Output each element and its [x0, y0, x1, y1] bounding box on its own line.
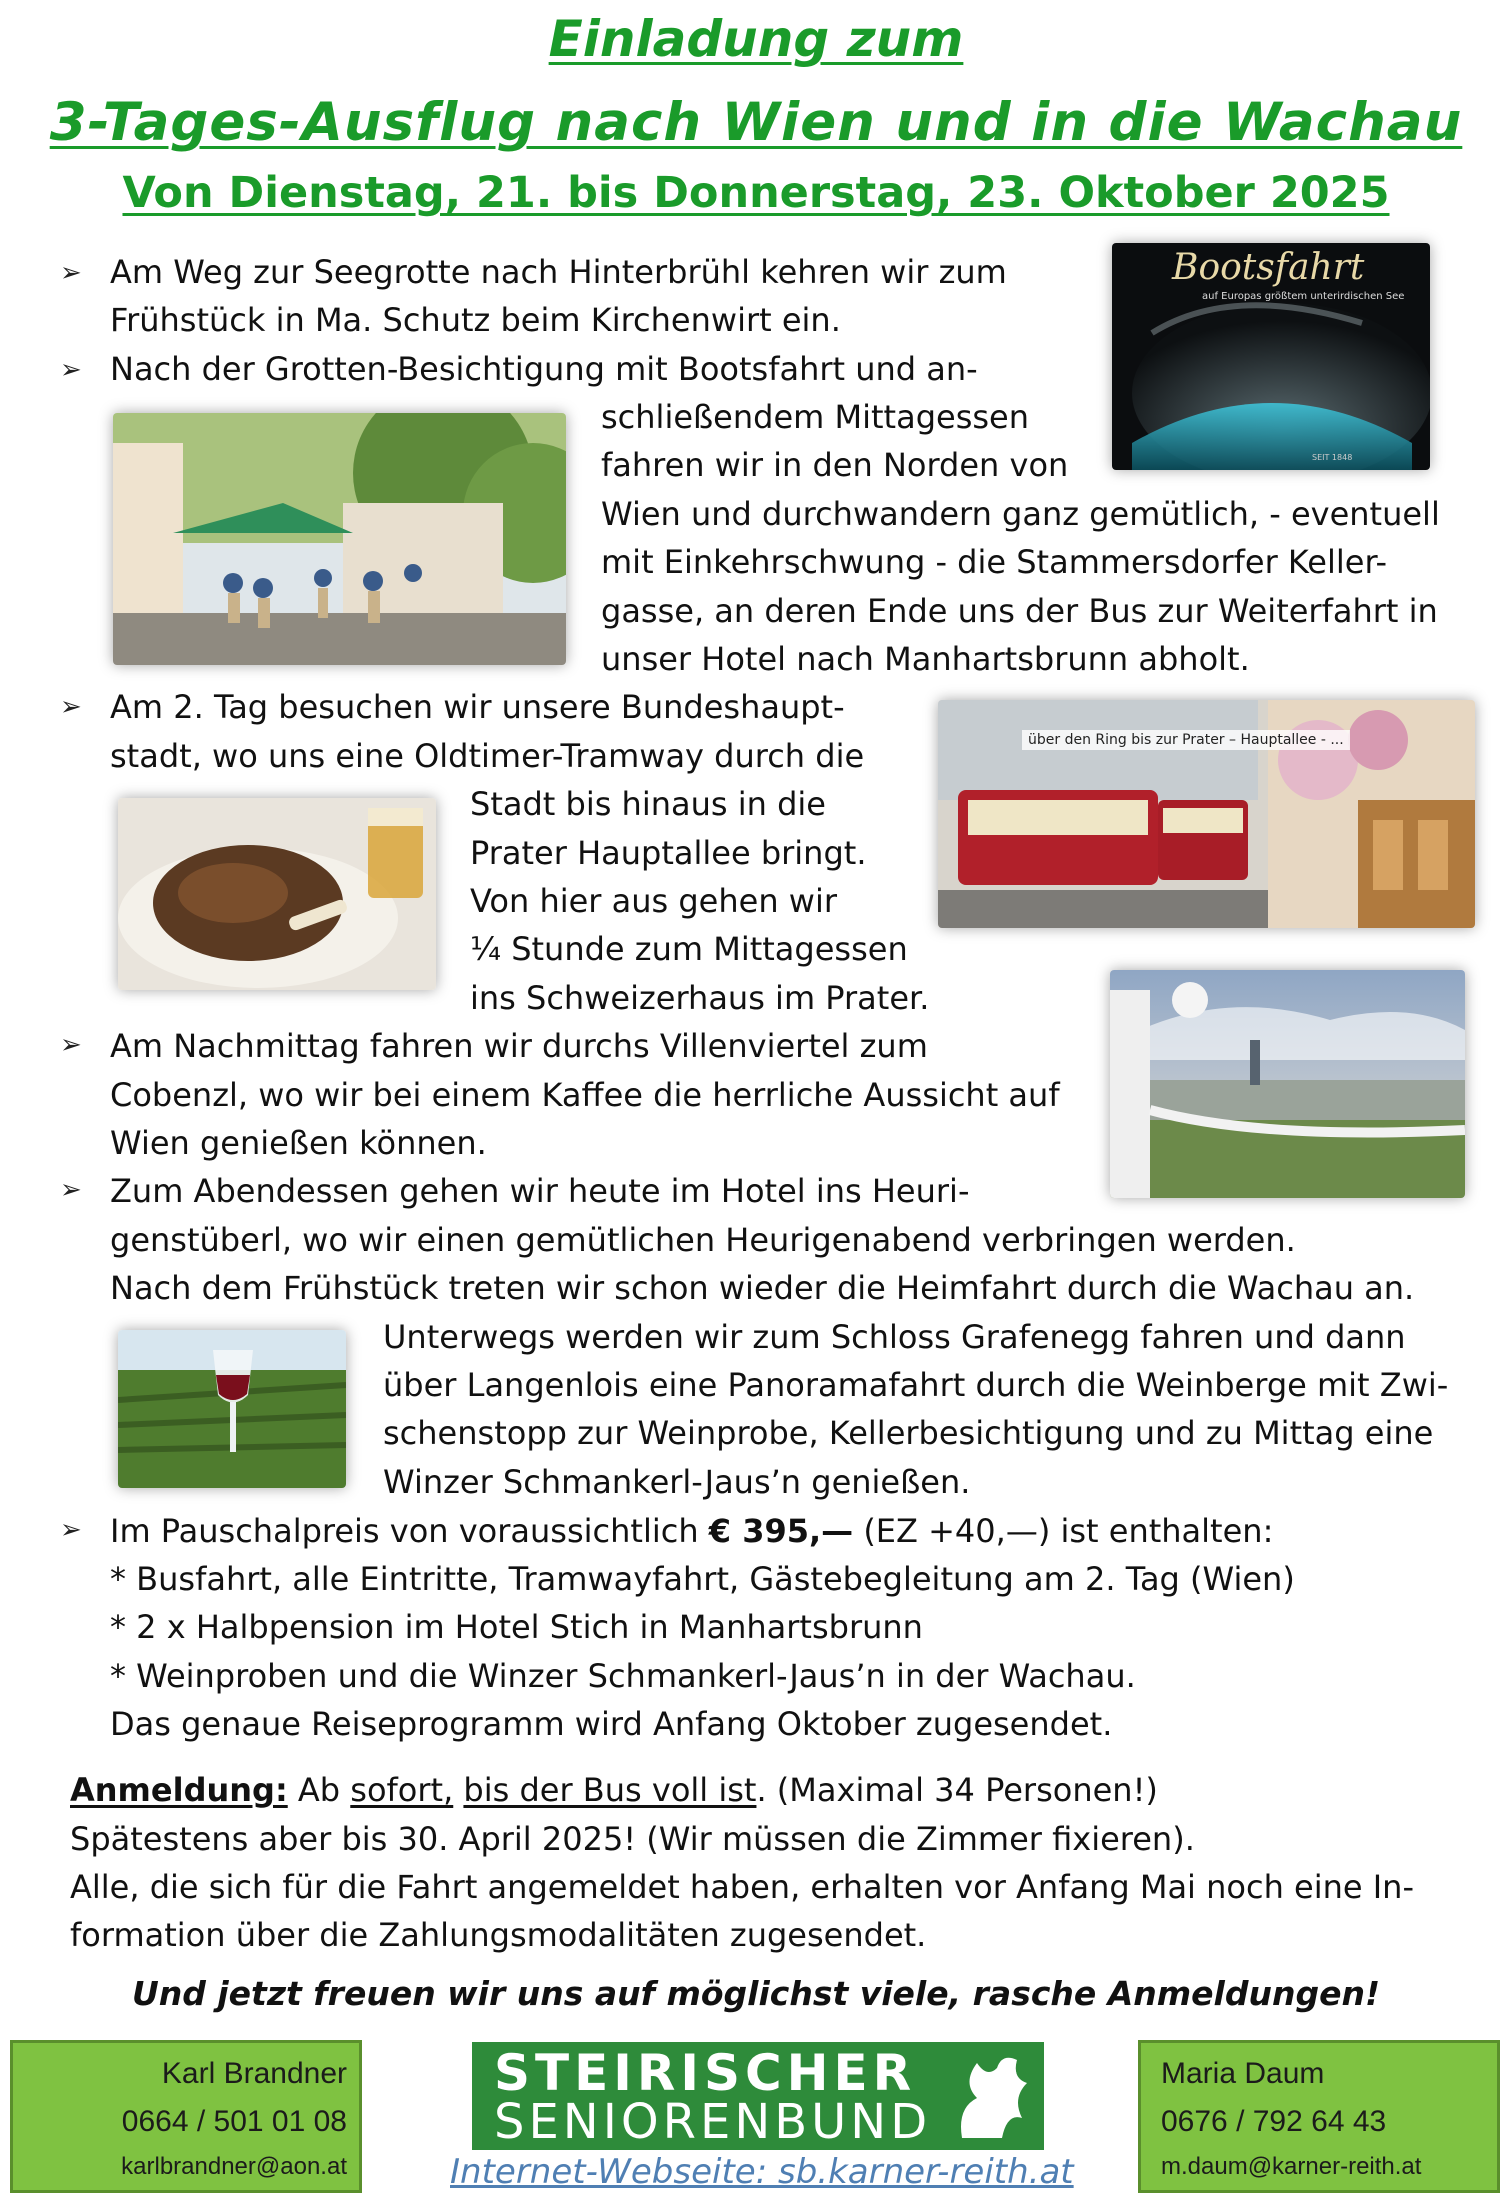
body-line: Stadt bis hinaus in die [470, 785, 826, 823]
body-line: Von hier aus gehen wir [470, 882, 837, 920]
registration-info: Alle, die sich für die Fahrt angemeldet haben, erhalten vor Anfang Mai noch eine In- [70, 1868, 1414, 1906]
logo-line2: SENIORENBUND [494, 2094, 932, 2150]
price-item: Das genaue Reiseprogramm wird Anfang Oktober zugesendet. [110, 1705, 1113, 1743]
registration-deadline: Spätestens aber bis 30. April 2025! (Wir müssen die Zimmer fixieren). [70, 1820, 1195, 1858]
body-line: ins Schweizerhaus im Prater. [470, 979, 930, 1017]
body-line: Nach der Grotten-Besichtigung mit Bootsfahrt und an- [110, 350, 978, 388]
body-line: Prater Hauptallee bringt. [470, 834, 867, 872]
title-trip: 3-Tages-Ausflug nach Wien und in die Wachau [49, 92, 1463, 153]
body-line: Frühstück in Ma. Schutz beim Kirchenwirt ein. [110, 301, 841, 339]
body-line: Wien und durchwandern ganz gemütlich, - eventuell [601, 495, 1440, 533]
vineyard-illustration [118, 1330, 346, 1488]
pork-knuckle-photo [118, 798, 436, 990]
website-link[interactable]: Internet-Webseite: sb.karner-reith.at [450, 2152, 1074, 2192]
logo-line1: STEIRISCHER [494, 2044, 917, 2102]
body-line: unser Hotel nach Manhartsbrunn abholt. [601, 640, 1250, 678]
tramway-photo [938, 700, 1475, 928]
panther-icon [952, 2048, 1036, 2144]
body-line: schließendem Mittagessen [601, 398, 1029, 436]
tram-caption: über den Ring bis zur Prater – Hauptallee - ... [1022, 730, 1350, 750]
body-line: Nach dem Frühstück treten wir schon wieder die Heimfahrt durch die Wachau an. [110, 1269, 1415, 1307]
cellar-lane-photo [113, 413, 566, 665]
contact-email: m.daum@karner-reith.at [1161, 2153, 1422, 2180]
contact-box-left [10, 2040, 362, 2193]
registration-info: formation über die Zahlungsmodalitäten zugesendet. [70, 1916, 927, 1954]
boat-photo-subtitle: auf Europas größtem unterirdischen See [1202, 291, 1405, 302]
cellar-lane-illustration [113, 413, 566, 665]
bullet-icon: ➢ [60, 1175, 82, 1205]
body-line: fahren wir in den Norden von [601, 446, 1069, 484]
body-line: genstüberl, wo wir einen gemütlichen Heurigenabend verbringen werden. [110, 1221, 1296, 1259]
body-line: Zum Abendessen gehen wir heute im Hotel ins Heuri- [110, 1172, 970, 1210]
cave-boat-photo [1112, 243, 1430, 470]
body-line: Winzer Schmankerl-Jaus’n genießen. [383, 1463, 971, 1501]
price-item: * Weinproben und die Winzer Schmankerl-Jaus’n in der Wachau. [110, 1657, 1136, 1695]
city-view-illustration [1110, 970, 1465, 1198]
body-line: Unterwegs werden wir zum Schloss Grafenegg fahren und dann [383, 1318, 1406, 1356]
bullet-icon: ➢ [60, 692, 82, 722]
body-line: stadt, wo uns eine Oldtimer-Tramway durch die [110, 737, 865, 775]
bullet-icon: ➢ [60, 258, 82, 288]
body-line: Am Nachmittag fahren wir durchs Villenviertel zum [110, 1027, 928, 1065]
title-invitation: Einladung zum [548, 10, 964, 68]
price-item: * Busfahrt, alle Eintritte, Tramwayfahrt, Gästebegleitung am 2. Tag (Wien) [110, 1560, 1295, 1598]
price-amount: € 395,— [708, 1512, 854, 1550]
cobenzl-view-photo [1110, 970, 1465, 1198]
contact-name: Karl Brandner [161, 2057, 347, 2090]
body-line: Wien genießen können. [110, 1124, 487, 1162]
body-line: Am Weg zur Seegrotte nach Hinterbrühl kehren wir zum [110, 253, 1007, 291]
price-line: Im Pauschalpreis von voraussichtlich € 395,— (EZ +40,—) ist enthalten: [110, 1512, 1274, 1550]
contact-box-right [1138, 2040, 1500, 2193]
body-line: schenstopp zur Weinprobe, Kellerbesichtigung und zu Mittag eine [383, 1414, 1434, 1452]
boat-photo-seit: SEIT 1848 [1312, 453, 1353, 462]
body-line: Am 2. Tag besuchen wir unsere Bundeshaupt- [110, 688, 845, 726]
contact-phone: 0676 / 792 64 43 [1161, 2105, 1387, 2138]
seniorenbund-logo [472, 2042, 1044, 2150]
registration-label: Anmeldung: [70, 1771, 288, 1809]
bullet-icon: ➢ [60, 1515, 82, 1545]
body-line: mit Einkehrschwung - die Stammersdorfer Keller- [601, 543, 1388, 581]
registration-line: Anmeldung: Ab sofort, bis der Bus voll ist. (Maximal 34 Personen!) [70, 1771, 1158, 1809]
bullet-icon: ➢ [60, 355, 82, 385]
contact-phone: 0664 / 501 01 08 [121, 2105, 347, 2138]
body-line: ¼ Stunde zum Mittagessen [470, 930, 908, 968]
meal-illustration [118, 798, 436, 990]
contact-email: karlbrandner@aon.at [121, 2153, 347, 2180]
price-item: * 2 x Halbpension im Hotel Stich in Manhartsbrunn [110, 1608, 923, 1646]
body-line: Cobenzl, wo wir bei einem Kaffee die herrliche Aussicht auf [110, 1076, 1060, 1114]
contact-name: Maria Daum [1161, 2057, 1325, 2090]
body-line: über Langenlois eine Panoramafahrt durch die Weinberge mit Zwi- [383, 1366, 1449, 1404]
boat-photo-title: Bootsfahrt [1172, 247, 1365, 288]
wine-glass-photo [118, 1330, 346, 1488]
body-line: gasse, an deren Ende uns der Bus zur Weiterfahrt in [601, 592, 1438, 630]
bullet-icon: ➢ [60, 1030, 82, 1060]
title-dates: Von Dienstag, 21. bis Donnerstag, 23. Oktober 2025 [122, 168, 1390, 218]
closing-line: Und jetzt freuen wir uns auf möglichst viele, rasche Anmeldungen! [131, 1974, 1381, 2013]
